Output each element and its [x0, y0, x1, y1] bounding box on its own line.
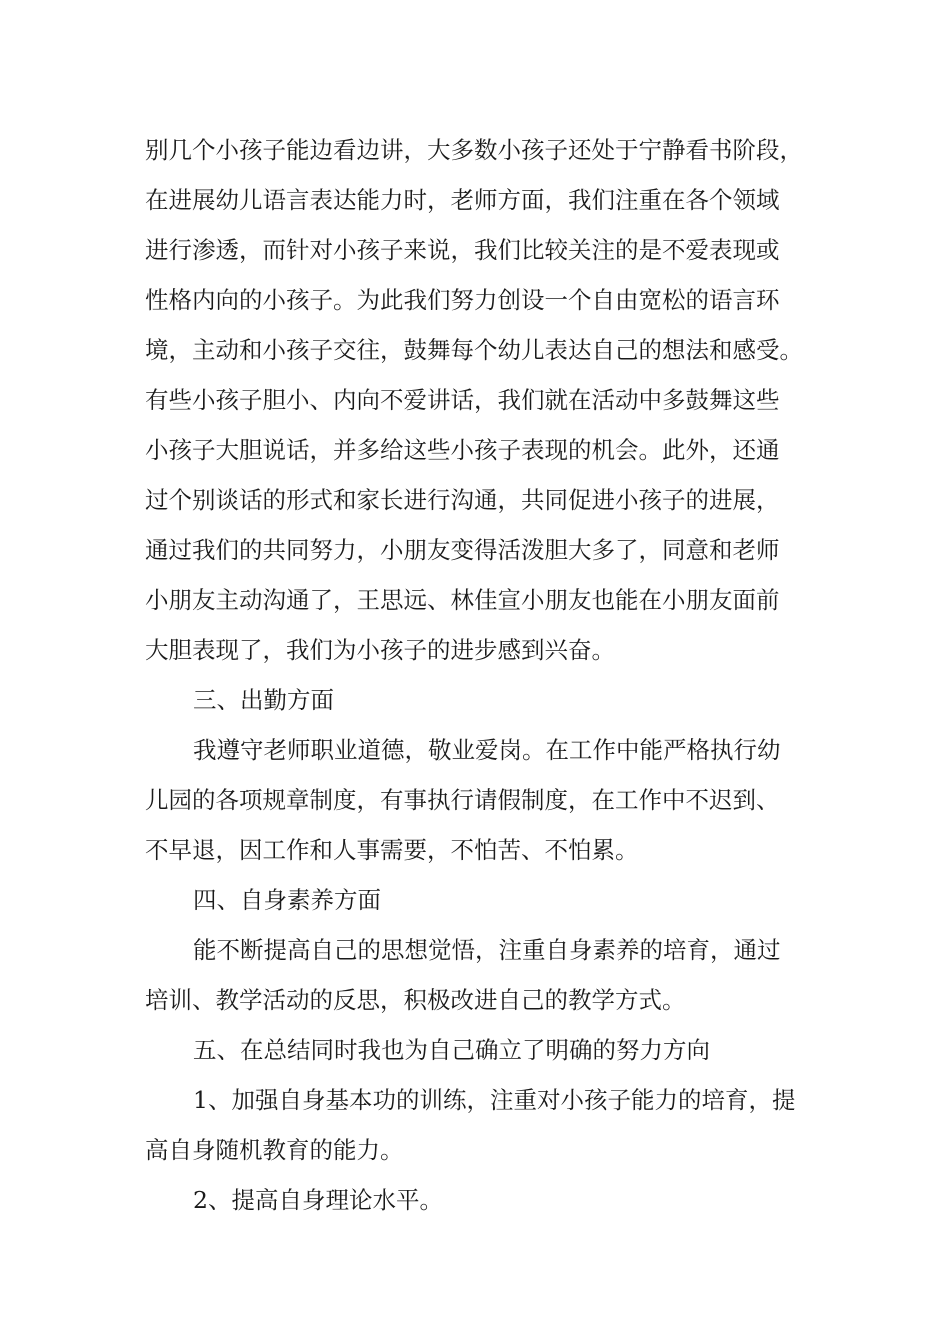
body-text-line: 培训、教学活动的反思，积极改进自己的教学方式。 — [145, 986, 686, 1014]
list-item-line: 高自身随机教育的能力。 — [145, 1136, 404, 1164]
body-text-line: 儿园的各项规章制度，有事执行请假制度，在工作中不迟到、 — [145, 786, 780, 814]
list-item-line: 2、提高自身理论水平。 — [193, 1186, 443, 1214]
body-text-line: 有些小孩子胆小、内向不爱讲话，我们就在活动中多鼓舞这些 — [145, 386, 780, 414]
body-text-line: 小孩子大胆说话，并多给这些小孩子表现的机会。此外，还通 — [145, 436, 780, 464]
body-text-line: 大胆表现了，我们为小孩子的进步感到兴奋。 — [145, 636, 615, 664]
body-text-line: 别几个小孩子能边看边讲，大多数小孩子还处于宁静看书阶段， — [145, 136, 803, 164]
section-heading: 三、出勤方面 — [193, 686, 334, 714]
body-text-line: 性格内向的小孩子。为此我们努力创设一个自由宽松的语言环 — [145, 286, 780, 314]
body-text-line: 能不断提高自己的思想觉悟，注重自身素养的培育，通过 — [193, 936, 781, 964]
body-text-line: 过个别谈话的形式和家长进行沟通，共同促进小孩子的进展， — [145, 486, 780, 514]
section-heading: 四、自身素养方面 — [193, 886, 381, 914]
body-text-line: 通过我们的共同努力，小朋友变得活泼胆大多了，同意和老师 — [145, 536, 780, 564]
body-text-line: 我遵守老师职业道德，敬业爱岗。在工作中能严格执行幼 — [193, 736, 781, 764]
list-item-line: 1、加强自身基本功的训练，注重对小孩子能力的培育，提 — [193, 1086, 796, 1114]
body-text-line: 进行渗透，而针对小孩子来说，我们比较关注的是不爱表现或 — [145, 236, 780, 264]
body-text-line: 小朋友主动沟通了，王思远、林佳宣小朋友也能在小朋友面前 — [145, 586, 780, 614]
body-text-line: 在进展幼儿语言表达能力时，老师方面，我们注重在各个领域 — [145, 186, 780, 214]
body-text-line: 境，主动和小孩子交往，鼓舞每个幼儿表达自己的想法和感受。 — [145, 336, 803, 364]
body-text-line: 不早退，因工作和人事需要，不怕苦、不怕累。 — [145, 836, 639, 864]
section-heading: 五、在总结同时我也为自己确立了明确的努力方向 — [193, 1036, 710, 1064]
